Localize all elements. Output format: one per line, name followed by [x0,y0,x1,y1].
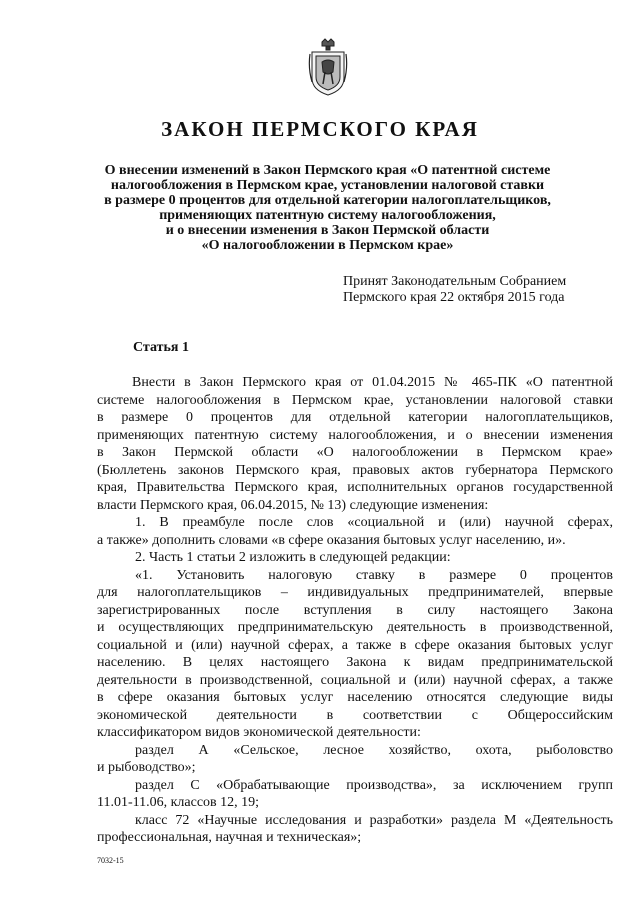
adoption-note [343,274,566,306]
document-code: 7032-15 [97,856,124,865]
text-line: в сфере оказания бытовых услуг населению относятся следующие виды [97,690,613,705]
text-line: в Закон Пермской области «О налогообложении в Пермском крае» [97,445,613,460]
subtitle-line: налогообложения в Пермском крае, установлении налоговой ставки [110,178,545,193]
text-line: (Бюллетень законов Пермского края, правовых актов губернатора Пермского [97,462,613,478]
coat-of-arms-emblem [308,38,348,98]
text-line: класс 72 «Научные исследования и разработки» раздела М «Деятельность [135,812,613,828]
text-line: и осуществляющих предпринимательскую деятельность в производственной, [97,620,613,635]
text-line: системе налогообложения в Пермском крае, установлении налоговой ставки [97,392,613,408]
text-line: деятельности в производственной, социальной и (или) научной сферах, а также [97,672,613,688]
subtitle-line: «О налогообложении в Пермском крае» [201,238,454,253]
text-line: населению. В целях настоящего Закона к видам предпринимательской [97,655,613,670]
document-title: ЗАКОН ПЕРМСКОГО КРАЯ [161,117,479,141]
text-line: «1. Установить налоговую ставку в размере 0 процентов [135,567,613,583]
text-line: применяющих патентную систему налогообложения, и о внесении изменения [97,427,613,443]
text-line: власти Пермского края, 06.04.2015, № 13) следующие изменения: [97,497,489,513]
article-body [97,374,613,847]
article-heading: Статья 1 [133,340,189,355]
text-line: классификатором видов экономической деятельности: [97,725,421,740]
text-line: социальной и (или) научной сферах, а также в сфере оказания бытовых услуг [97,637,613,653]
subtitle-line: и о внесении изменения в Закон Пермской области [165,223,490,238]
text-line: профессиональная, научная и техническая»; [97,830,362,845]
subtitle-line: в размере 0 процентов для отдельной категории налогоплательщиков, [104,193,551,208]
text-line: края, Правительства Пермского края, исполнительных органов государственной [97,480,613,495]
text-line: зарегистрированных после вступления в силу настоящего Закона [97,602,613,618]
text-line: раздел С «Обрабатывающие производства», за исключением групп [135,777,613,793]
text-line: 11.01-11.06, классов 12, 19; [97,795,260,810]
text-line: Внести в Закон Пермского края от 01.04.2015 № 465-ПК «О патентной [132,375,613,390]
subtitle-line: применяющих патентную систему налогообложения, [159,208,496,223]
text-line: 1. В преамбуле после слов «социальной и (или) научной сферах, [135,515,613,530]
text-line: и рыбоводство»; [97,760,196,775]
adoption-line: Пермского края 22 октября 2015 года [343,290,565,305]
text-line: раздел А «Сельское, лесное хозяйство, охота, рыболовство [135,742,613,758]
text-line: 2. Часть 1 статьи 2 изложить в следующей редакции: [135,550,451,565]
document-subtitle [60,163,595,253]
text-line: экономической деятельности в соответствии с Общероссийским [97,707,613,723]
text-line: а также» дополнить словами «в сфере оказания бытовых услуг населению, и». [97,532,566,548]
text-line: в размере 0 процентов для отдельной категории налогоплательщиков, [97,410,613,425]
subtitle-line: О внесении изменений в Закон Пермского края «О патентной системе [104,163,551,178]
text-line: для налогоплательщиков – индивидуальных предпринимателей, впервые [97,585,613,600]
adoption-line: Принят Законодательным Собранием [343,274,567,289]
